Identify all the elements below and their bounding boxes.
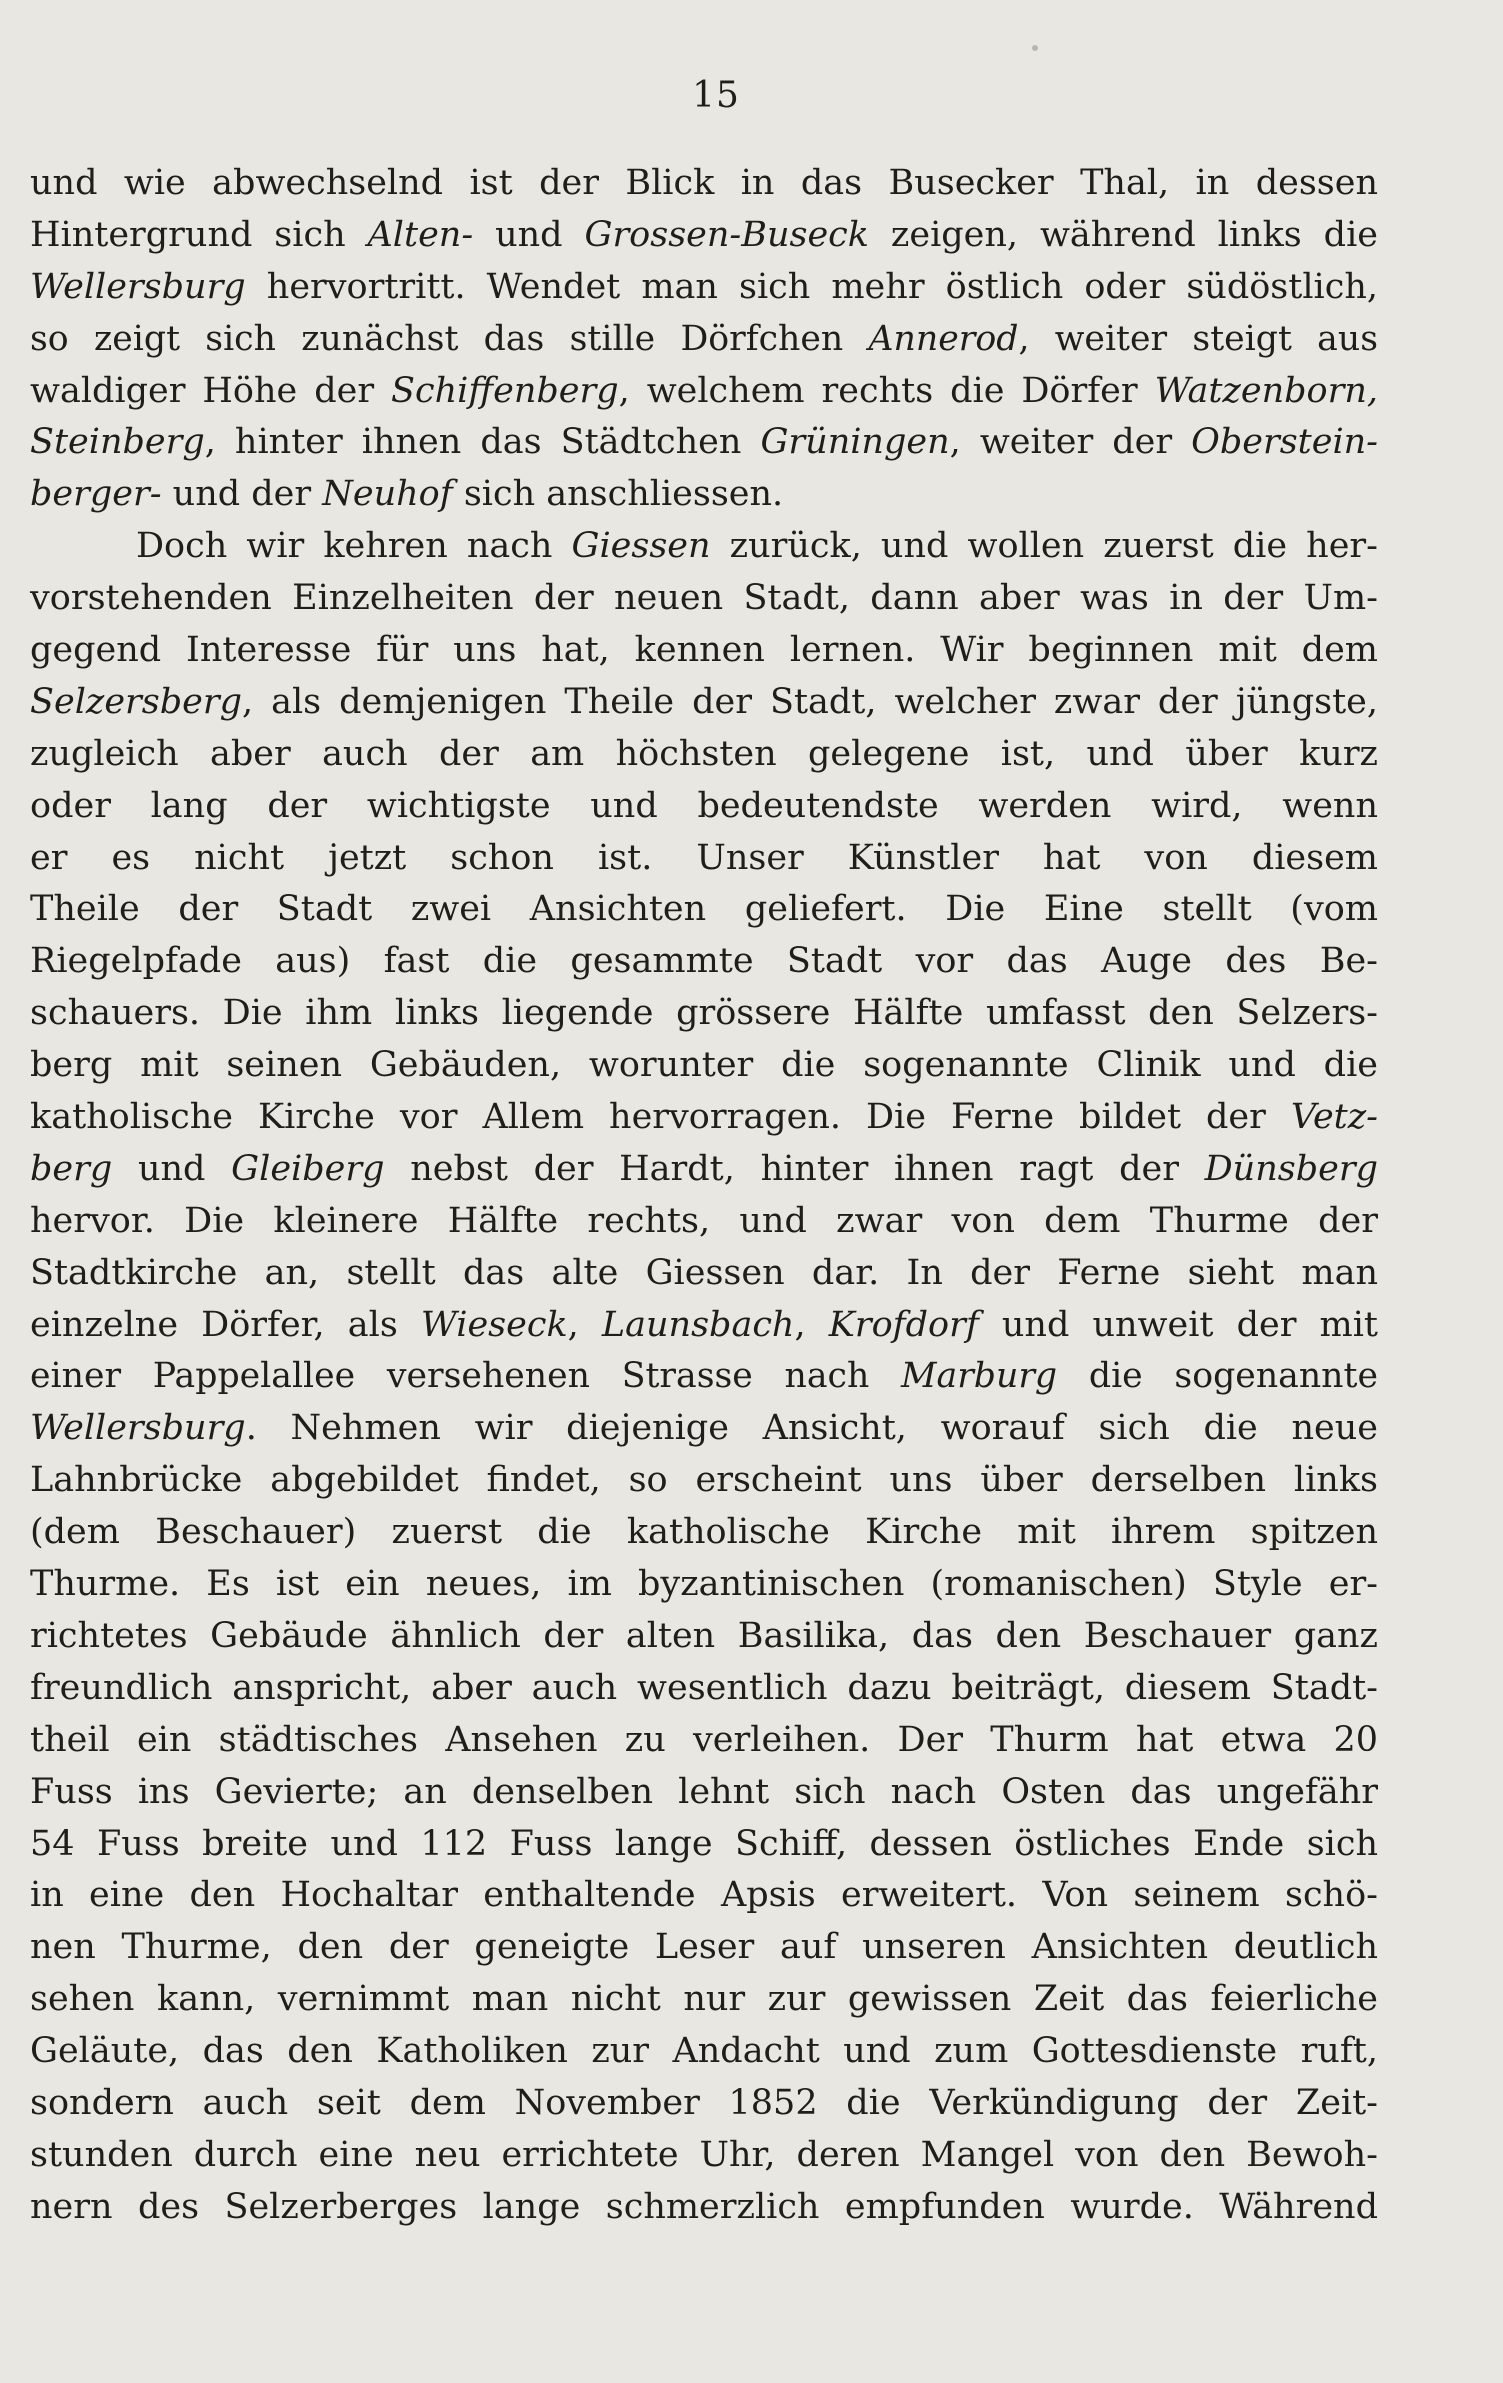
- text-line: richtetes Gebäude ähnlich der alten Basilika, das den Beschauer ganz: [30, 1615, 1378, 1656]
- text-line: hervor. Die kleinere Hälfte rechts, und zwar von dem Thurme der: [30, 1200, 1378, 1241]
- text-line: Selzersberg, als demjenigen Theile der Stadt, welcher zwar der jüngste,: [30, 681, 1378, 722]
- text-line: zugleich aber auch der am höchsten gelegene ist, und über kurz: [30, 733, 1378, 774]
- text-line: Wellersburg. Nehmen wir diejenige Ansicht, worauf sich die neue: [30, 1408, 1378, 1449]
- text-line: er es nicht jetzt schon ist. Unser Künstler hat von diesem: [30, 837, 1378, 878]
- text-line: Lahnbrücke abgebildet findet, so erscheint uns über derselben links: [30, 1460, 1378, 1501]
- text-line: vorstehenden Einzelheiten der neuen Stadt, dann aber was in der Um-: [30, 578, 1378, 619]
- paper-speck: [1032, 45, 1038, 51]
- text-line: sondern auch seit dem November 1852 die Verkündigung der Zeit-: [30, 2082, 1378, 2123]
- text-line: berg mit seinen Gebäuden, worunter die sogenannte Clinik und die: [30, 1045, 1378, 1086]
- text-line: oder lang der wichtigste und bedeutendste werden wird, wenn: [30, 785, 1378, 826]
- text-line: waldiger Höhe der Schiffenberg, welchem rechts die Dörfer Watzenborn,: [30, 370, 1378, 411]
- text-line: Fuss ins Gevierte; an denselben lehnt sich nach Osten das ungefähr: [30, 1771, 1378, 1812]
- text-line: schauers. Die ihm links liegende grössere Hälfte umfasst den Selzers-: [30, 993, 1378, 1034]
- text-line: berg und Gleiberg nebst der Hardt, hinter ihnen ragt der Dünsberg: [30, 1148, 1378, 1189]
- text-line: Steinberg, hinter ihnen das Städtchen Grüningen, weiter der Oberstein-: [30, 422, 1378, 463]
- text-line: einer Pappelallee versehenen Strasse nach Marburg die sogenannte: [30, 1356, 1378, 1397]
- text-line: in eine den Hochaltar enthaltende Apsis erweitert. Von seinem schö-: [30, 1875, 1378, 1916]
- body-text: [30, 158, 1378, 2234]
- page-number: 15: [692, 75, 740, 116]
- text-line: Thurme. Es ist ein neues, im byzantinischen (romanischen) Style er-: [30, 1564, 1378, 1605]
- text-line: berger- und der Neuhof sich anschliessen.: [30, 474, 784, 515]
- text-line: sehen kann, vernimmt man nicht nur zur gewissen Zeit das feierliche: [30, 1979, 1378, 2020]
- text-line: (dem Beschauer) zuerst die katholische Kirche mit ihrem spitzen: [30, 1512, 1378, 1553]
- text-line: Hintergrund sich Alten- und Grossen-Buseck zeigen, während links die: [30, 214, 1378, 255]
- text-line: Theile der Stadt zwei Ansichten geliefert. Die Eine stellt (vom: [30, 889, 1378, 930]
- text-line: Riegelpfade aus) fast die gesammte Stadt vor das Auge des Be-: [30, 941, 1378, 982]
- text-line: Geläute, das den Katholiken zur Andacht und zum Gottesdienste ruft,: [30, 2031, 1378, 2072]
- text-line: nen Thurme, den der geneigte Leser auf unseren Ansichten deutlich: [30, 1927, 1378, 1968]
- text-line: freundlich anspricht, aber auch wesentlich dazu beiträgt, diesem Stadt-: [30, 1667, 1378, 1708]
- text-line: Stadtkirche an, stellt das alte Giessen dar. In der Ferne sieht man: [30, 1252, 1378, 1293]
- text-line: 54 Fuss breite und 112 Fuss lange Schiff, dessen östliches Ende sich: [30, 1823, 1378, 1864]
- text-line: gegend Interesse für uns hat, kennen lernen. Wir beginnen mit dem: [30, 630, 1378, 671]
- text-line: einzelne Dörfer, als Wieseck, Launsbach, Krofdorf und unweit der mit: [30, 1304, 1378, 1345]
- text-line: Wellersburg hervortritt. Wendet man sich mehr östlich oder südöstlich,: [30, 266, 1378, 307]
- text-line: Doch wir kehren nach Giessen zurück, und wollen zuerst die her-: [136, 526, 1378, 567]
- text-line: und wie abwechselnd ist der Blick in das Busecker Thal, in dessen: [30, 163, 1378, 203]
- text-line: katholische Kirche vor Allem hervorragen. Die Ferne bildet der Vetz-: [30, 1097, 1378, 1138]
- text-line: nern des Selzerberges lange schmerzlich empfunden wurde. Während: [30, 2186, 1378, 2227]
- text-line: theil ein städtisches Ansehen zu verleihen. Der Thurm hat etwa 20: [30, 1719, 1378, 1760]
- text-line: so zeigt sich zunächst das stille Dörfchen Annerod, weiter steigt aus: [30, 318, 1379, 359]
- text-line: stunden durch eine neu errichtete Uhr, deren Mangel von den Bewoh-: [30, 2134, 1378, 2175]
